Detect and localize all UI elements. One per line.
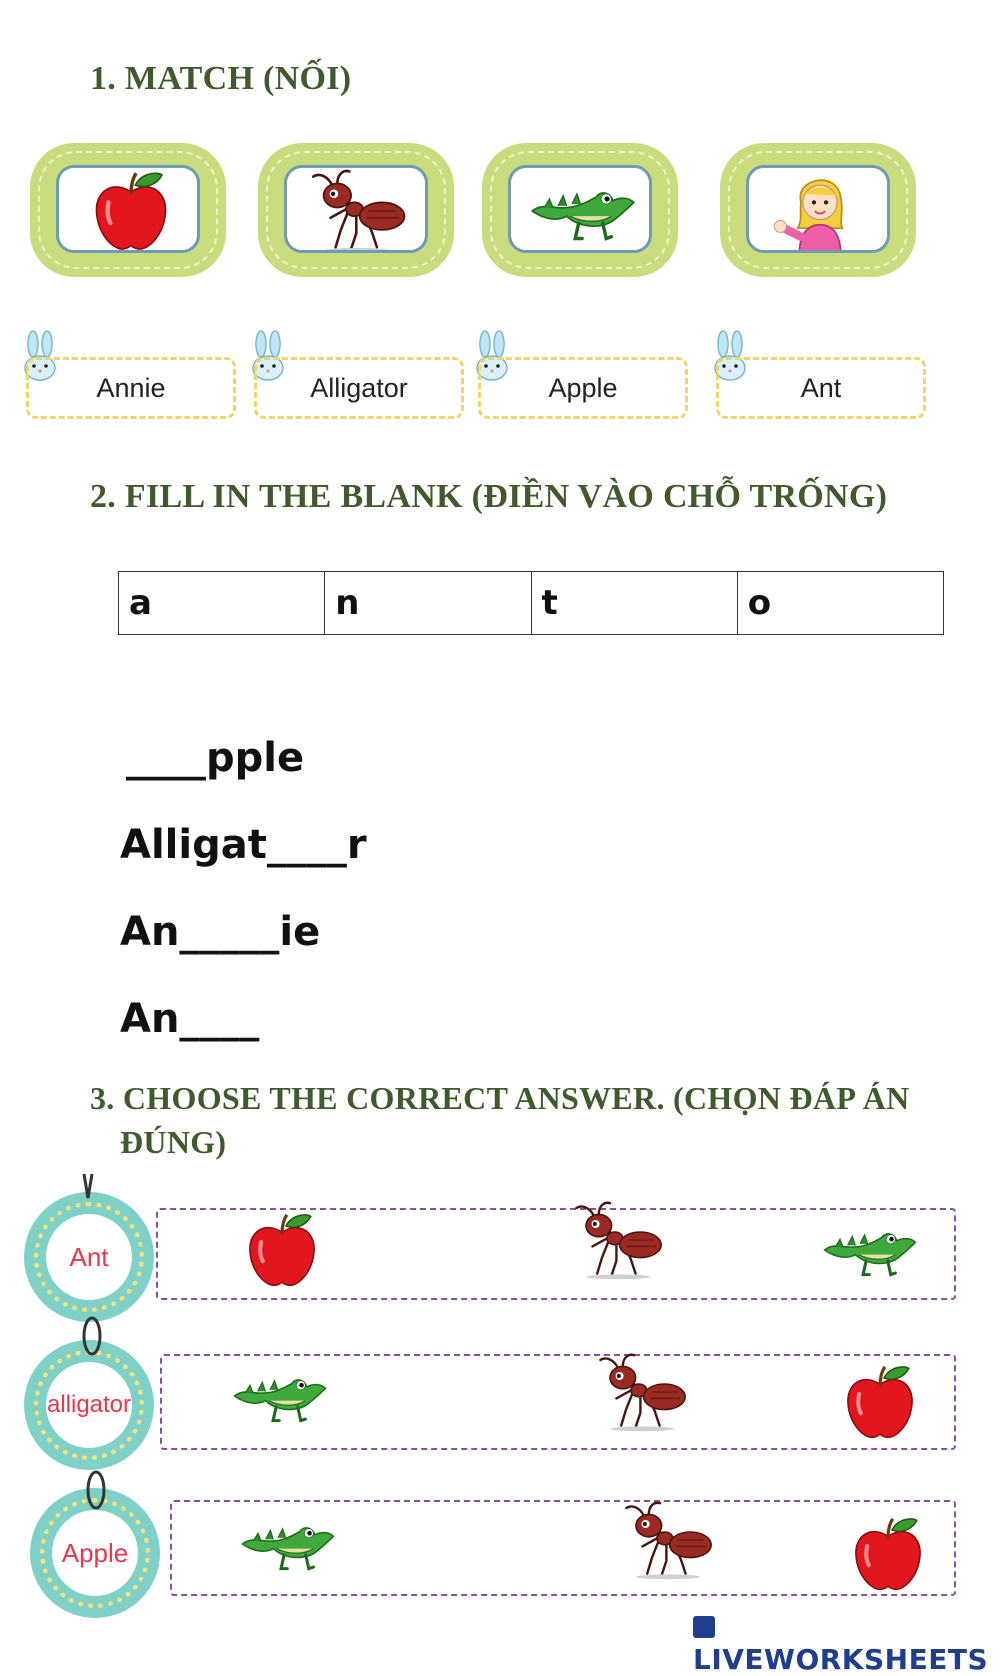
ant-icon[interactable] — [592, 1352, 692, 1432]
logo-icon — [693, 1616, 715, 1638]
badge-label: Ant — [46, 1214, 132, 1300]
word-tag-alligator[interactable]: Alligator — [254, 357, 464, 419]
section3-heading — [90, 1076, 910, 1164]
word-tag-annie[interactable]: Annie — [26, 357, 236, 419]
apple-icon[interactable] — [840, 1362, 920, 1442]
letter-cell[interactable]: o — [747, 583, 772, 623]
fill-blank-annie[interactable]: An_____ie — [120, 909, 321, 955]
ant-icon — [299, 168, 417, 253]
letter-cell[interactable]: n — [325, 572, 531, 634]
match-picture-ant[interactable] — [258, 143, 454, 277]
liveworksheets-logo — [693, 1610, 1000, 1676]
alligator-icon[interactable] — [820, 1210, 920, 1290]
apple-icon — [81, 168, 181, 253]
letter-table — [118, 571, 944, 635]
apple-icon[interactable] — [848, 1514, 928, 1594]
fill-blank-alligator[interactable]: Alligat____r — [120, 822, 367, 868]
badge-label: Apple — [52, 1510, 138, 1596]
word-tag-apple[interactable]: Apple — [478, 357, 688, 419]
match-picture-apple[interactable] — [30, 143, 226, 277]
letter-cell[interactable]: t — [532, 572, 738, 634]
apple-icon[interactable] — [242, 1210, 322, 1290]
word-tag-ant[interactable]: Ant — [716, 357, 926, 419]
letter-cell[interactable]: a — [119, 572, 325, 634]
fill-blank-ant[interactable]: An____ — [120, 996, 260, 1042]
section3-heading-line1: 3. CHOOSE THE CORRECT ANSWER. (CHỌN ĐÁP ÁN — [90, 1080, 910, 1116]
brand-text: LIVEWORKSHEETS — [693, 1643, 989, 1676]
fill-blank-apple[interactable]: ____pple — [126, 735, 305, 781]
alligator-icon[interactable] — [230, 1356, 330, 1436]
section1-heading: 1. MATCH (NỐI) — [90, 60, 352, 97]
match-picture-alligator[interactable] — [482, 143, 678, 277]
alligator-icon — [519, 168, 647, 253]
ant-icon[interactable] — [618, 1500, 718, 1580]
ant-icon[interactable] — [568, 1200, 668, 1280]
section3-heading-line2: ĐÚNG) — [120, 1124, 227, 1160]
section2-heading: 2. FILL IN THE BLANK (ĐIỀN VÀO CHỖ TRỐNG) — [90, 478, 888, 515]
girl-annie-icon — [761, 168, 879, 253]
alligator-icon[interactable] — [238, 1504, 338, 1584]
match-picture-annie[interactable] — [720, 143, 916, 277]
badge-string-decoration — [62, 1170, 122, 1590]
badge-label: alligator — [46, 1362, 132, 1448]
